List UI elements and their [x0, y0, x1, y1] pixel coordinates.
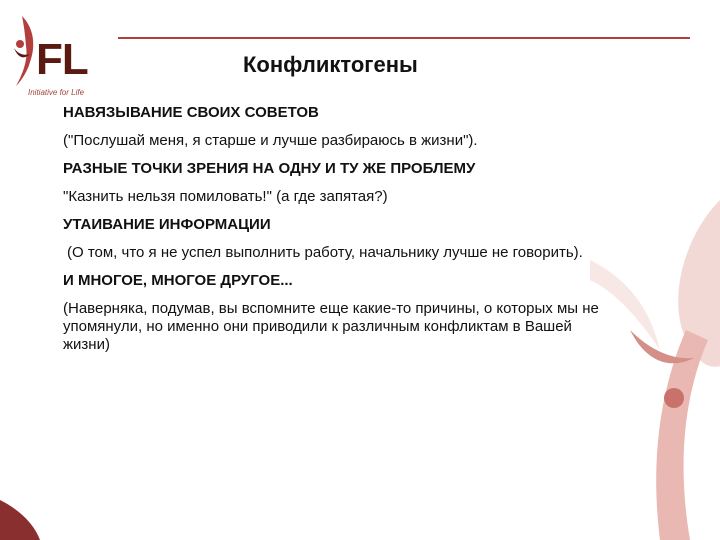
- content-list: [63, 104, 623, 354]
- item-heading-1: НАВЯЗЫВАНИЕ СВОИХ СОВЕТОВ: [63, 104, 319, 121]
- item-heading-4: И МНОГОЕ, МНОГОЕ ДРУГОЕ...: [63, 272, 293, 289]
- title-divider: [118, 37, 690, 39]
- item-text-1: ("Послушай меня, я старше и лучше разбираюсь в жизни").: [63, 132, 478, 149]
- logo-tagline: Initiative for Life: [28, 88, 85, 97]
- slide-title: Конфликтогены: [243, 52, 418, 77]
- logo: [8, 8, 108, 104]
- item-text-3: (О том, что я не успел выполнить работу, начальнику лучше не говорить).: [67, 244, 583, 261]
- item-heading-2: РАЗНЫЕ ТОЧКИ ЗРЕНИЯ НА ОДНУ И ТУ ЖЕ ПРОБЛЕМУ: [63, 160, 476, 177]
- decorative-figure-icon: [590, 180, 720, 540]
- logo-text: FL: [36, 35, 88, 84]
- corner-accent-icon: [0, 500, 40, 540]
- item-text-4: (Наверняка, подумав, вы вспомните еще какие-то причины, о которых мы не упомянули, но именно они приводили к различным конфликтам в Вашей жизни): [63, 300, 599, 353]
- item-text-2: "Казнить нельзя помиловать!" (а где запятая?): [63, 188, 388, 205]
- item-heading-3: УТАИВАНИЕ ИНФОРМАЦИИ: [63, 216, 271, 233]
